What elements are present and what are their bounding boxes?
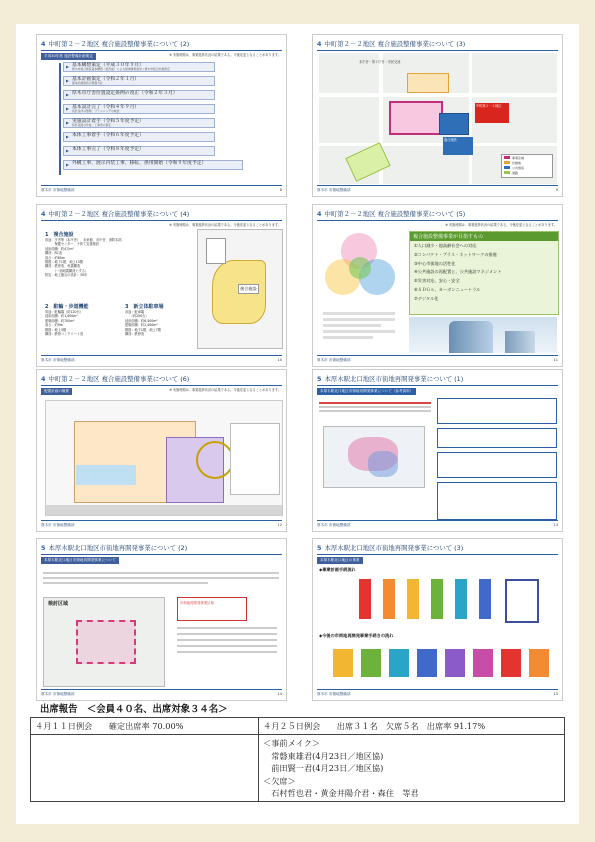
slide-title: 5 本厚木駅北口地区市街地再開発事業について (1)	[317, 373, 558, 386]
complex-building	[439, 113, 469, 135]
goals-box	[409, 231, 559, 315]
text-block	[319, 400, 431, 420]
slide-footer: 厚木市 市街地整備部 10	[41, 355, 282, 364]
slide-footer: 厚木市 市街地整備部 9	[317, 185, 558, 194]
page-frame	[16, 24, 579, 824]
step-6: ▶ 本体工事着手（令和６年度予定）	[63, 132, 215, 142]
site-map	[319, 53, 557, 184]
intro-text	[43, 569, 279, 591]
map-callout-blue: 複合施設	[443, 137, 473, 155]
slide-title: 4 中町第２－２地区 複合施設整備事業について (2)	[41, 38, 282, 51]
spec-block-1: 1 複合施設 用途：庁舎等（本庁舎）、未来館、市庁舎、消防本部、 保健センター、子育て支援施設 延床面積：約4万m² 構造：RC造 高さ：約60m 階数：地下1階、地上13階 構造：鉄骨造、免震構造 （一部耐震構造とする） 防災：地上拠点の設計：30年	[45, 231, 163, 278]
slide-footer: 厚木市 市街地整備部 15	[317, 689, 558, 698]
map-label: 本庁舎・第２庁舎・市民交流	[359, 60, 401, 64]
slide-note: ※ 実施時期は、事業進捗状況の結果である。今後変更となることがあります。	[169, 223, 281, 227]
spec-block-2: 2 駐輪・歩道機能 用途：駐輪場（約120台） 延床面積：約1,400m² 建築面積：約700m² 高さ：約9m 階数：地上3階 構造：鉄骨コンクリート造	[45, 304, 89, 337]
slide-13	[312, 369, 563, 532]
goals-title: 複合施設整備事業が目指すもの	[410, 232, 558, 241]
slide-note: ※ 実施時期は、事業進捗状況の結果である。今後変更となることがあります。	[445, 223, 557, 227]
step-1: ▶ 基本構想策定（平成３０年９月） 厚木市複合施設基本構想（案作成）による地域事業検討 / 厚木市総合計画策定	[63, 62, 215, 72]
spec-block-3: 3 新立体駐車場 用途：駐車場 （約250台） 延床面積：約6,400m² 建築面積：約2,400m² 階数：地下1階、地上7階 構造：鉄骨造	[125, 304, 164, 337]
left-meeting-row: ４月１１日例会 確定出席率 70.00%	[31, 718, 259, 735]
notes-text	[323, 309, 395, 351]
spec-lines-1: 用途：庁舎等（本庁舎）、未来館、市庁舎、消防本部、 保健センター、子育て支援施設 延床面積：約4万m² 構造：RC造 高さ：約60m 階数：地下1階、地上13階 構造：鉄骨造、免震構造 （一部耐震構造とする） 防災：地上拠点の設計：30年	[45, 238, 125, 278]
map-legend: 事業区域 計画地 公共施設 道路	[501, 154, 553, 178]
project-area	[389, 101, 443, 135]
area-label: 検討区域	[48, 601, 69, 607]
flow-title-2: ◆今後の市街地再開発事業手続きの流れ	[319, 633, 394, 638]
slide-14	[36, 538, 287, 701]
slide-footer: 厚木市 市街地整備部 14	[41, 689, 282, 698]
attendance-table	[30, 717, 565, 802]
section-drawing	[45, 400, 283, 516]
side-boxes	[437, 398, 557, 518]
slide-note: ※ 実施時期は、事業進捗状況の結果である。今後変更となることがあります。	[169, 388, 281, 392]
venn-diagram	[323, 231, 403, 303]
map-callout-red: 中町第２－２地区	[475, 103, 509, 123]
slide-tag: 配置計画の概要	[41, 388, 72, 395]
plan-label: 複合施設	[238, 284, 259, 294]
slide-10	[36, 204, 287, 367]
slide-footer: 厚木市 市街地整備部 8	[41, 185, 282, 194]
slide-8	[36, 34, 287, 197]
slide-title: 5 本厚木駅北口地区市街地再開発事業について (2)	[41, 542, 282, 555]
left-empty-cell	[31, 735, 259, 802]
report-heading: 出席報告 ＜会員４０名、出席対象３４名＞	[40, 704, 228, 715]
slide-tag: 本厚木駅北口地区の事業	[317, 557, 363, 564]
step-8: ▶ 外構工事、展示内装工事、移転、供用開始（令和９年度予定）	[63, 160, 243, 170]
flow-title: ◆事業計画手続流れ	[319, 567, 356, 572]
area-map	[43, 597, 165, 687]
flow-chart-bottom	[333, 643, 553, 683]
slide-title: 4 中町第２－２地区 複合施設整備事業について (3)	[317, 38, 558, 51]
step-4: ▶ 基本設計完了（令和４年９月） 設計条件の整理、プランニングの検討	[63, 104, 215, 114]
slide-title: 4 中町第２－２地区 複合施設整備事業について (5)	[317, 208, 558, 221]
slide-footer: 厚木市 市街地整備部 11	[317, 355, 558, 364]
step-7: ▶ 本体工事完了（令和８年度予定）	[63, 146, 215, 156]
right-notes	[177, 623, 277, 681]
step-3: ▶ 厚木市庁舎位置設定条例の改正（令和２年３月）	[63, 90, 215, 100]
site-plan	[197, 229, 283, 349]
right-meeting-row: ４月２５日例会 出席３１名 欠席５名 出席率 91.17%	[259, 718, 565, 735]
goals-list: ①人口減少・超高齢社会への対応 ②コンパクト・プラス・ネットワークの推進 ③中心市街地の活性化 ④公共施設の再配置と、公共施設マネジメント ⑤災害対応、安心・安全 ⑥ＳＤＧｓ、カーボンニュートラル ⑦デジタル化	[414, 243, 502, 301]
step-5: ▶ 実施設計着手（令和５年度予定） 設計図面の作成、工事費の算定	[63, 118, 215, 128]
slide-11	[312, 204, 563, 367]
slide-tag: 本厚木駅北口地区市街地再開発事業について（参考資料）	[317, 388, 416, 395]
slide-9	[312, 34, 563, 197]
slide-12	[36, 369, 287, 532]
slide-footer: 厚木市 市街地整備部 12	[41, 520, 282, 529]
area-map	[323, 426, 425, 488]
slide-title: 4 中町第２－２地区 複合施設整備事業について (6)	[41, 373, 282, 386]
slide-title: 4 中町第２－２地区 複合施設整備事業について (4)	[41, 208, 282, 221]
slide-tag: 本厚木駅北口地区市街地再開発事業について	[41, 557, 119, 564]
attendance-details: ＜事前メイク＞ 常磐東雄君(4月23日／地区協) 前田賢一君(4月23日／地区協) ＜欠席＞ 石村哲也君・黄金井陽介君・森住 等君	[259, 735, 565, 802]
slide-tag: 平成30年度 施設整備計画策定	[41, 53, 96, 60]
slide-15	[312, 538, 563, 701]
slide-note: ※ 実施時期は、事業進捗状況の結果である。今後変更となることがあります。	[169, 53, 281, 57]
slide-title: 5 本厚木駅北口地区市街地再開発事業について (3)	[317, 542, 558, 555]
slide-footer: 厚木市 市街地整備部 13	[317, 520, 558, 529]
building-rendering	[409, 317, 557, 353]
callout: 市街地再開発事業区域	[177, 597, 247, 621]
step-2: ▶ 基本計画策定（令和２年１月） 基本計画施設の整備方針	[63, 76, 215, 86]
flow-chart-top	[359, 577, 549, 623]
timeline-bar	[59, 63, 61, 175]
